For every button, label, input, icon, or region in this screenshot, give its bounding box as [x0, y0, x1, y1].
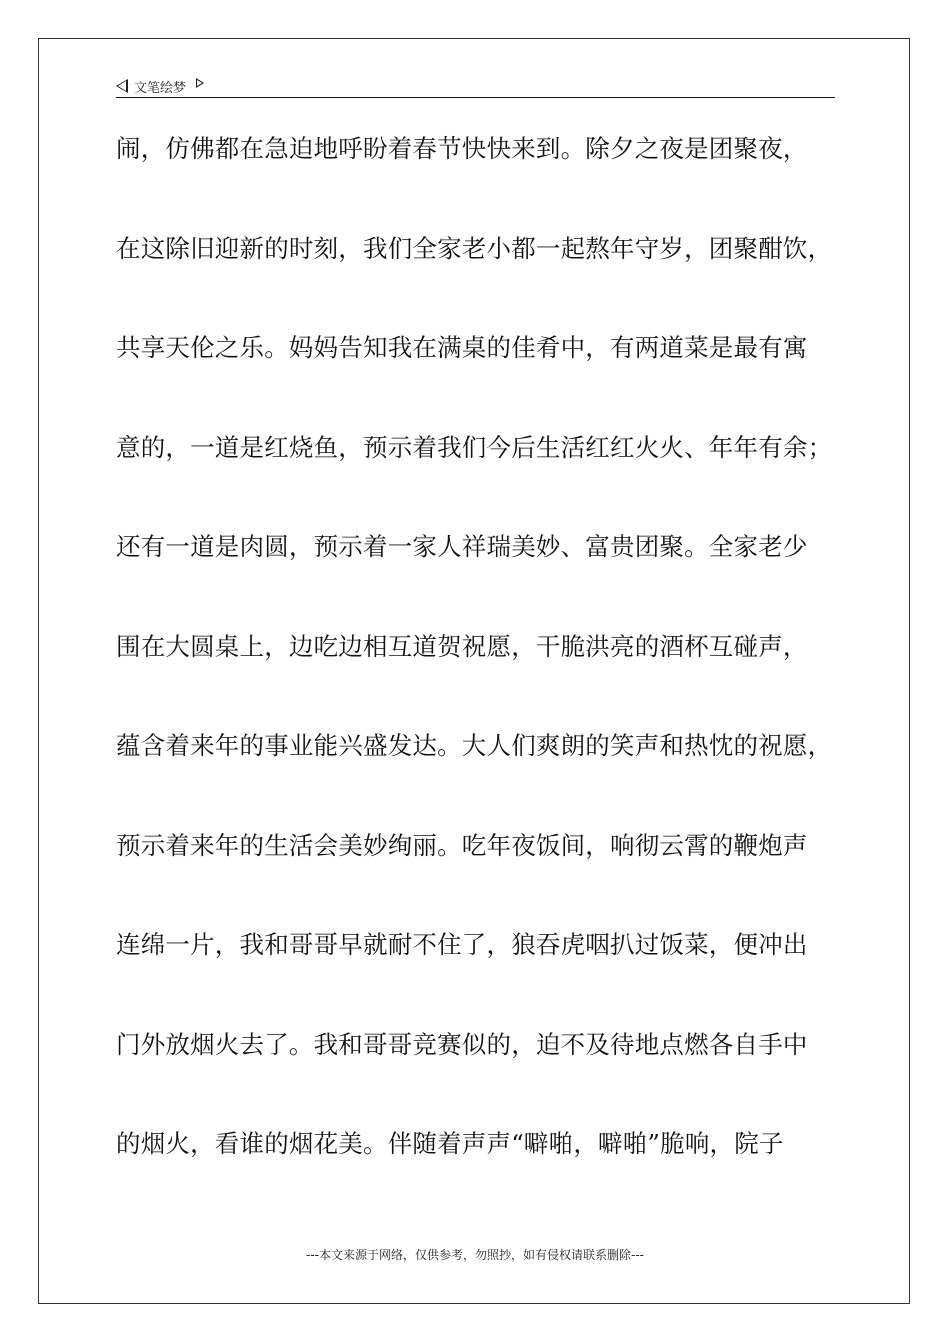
text-line: 在这除旧迎新的时刻，我们全家老小都一起熬年守岁，团聚酣饮，	[116, 233, 833, 263]
footer-notice: ---本文来源于网络，仅供参考，勿照抄，如有侵权请联系删除---	[306, 1248, 644, 1262]
text-line: 门外放烟火去了。我和哥哥竞赛似的，迫不及待地点燃各自手中	[116, 1029, 808, 1059]
header-divider	[116, 97, 835, 98]
text-line: 蕴含着来年的事业能兴盛发达。大人们爽朗的笑声和热忱的祝愿，	[116, 731, 833, 760]
page-header	[116, 74, 834, 98]
text-line: 围在大圆桌上，边吃边相互道贺祝愿，干脆洪亮的酒杯互碰声，	[116, 631, 808, 661]
triangle-right-icon	[196, 78, 204, 88]
text-line: 预示着来年的生活会美妙绚丽。吃年夜饭间，响彻云霄的鞭炮声	[116, 830, 808, 860]
text-line: 连绵一片，我和哥哥早就耐不住了，狼吞虎咽扒过饭菜，便冲出	[116, 930, 808, 959]
essay-body	[116, 128, 856, 1223]
text-line: 还有一道是肉圆，预示着一家人祥瑞美妙、富贵团聚。全家老少	[116, 532, 808, 561]
text-line: 共享天伦之乐。妈妈告知我在满桌的佳肴中，有两道菜是最有寓	[116, 333, 808, 362]
triangle-left-icon	[116, 79, 128, 93]
text-line: 意的，一道是红烧鱼，预示着我们今后生活红红火火、年年有余；	[116, 432, 833, 462]
text-line: 闹，仿佛都在急迫地呼盼着春节快快来到。除夕之夜是团聚夜，	[116, 134, 808, 163]
header-title: 文笔绘梦	[134, 80, 187, 96]
text-line: 的烟火，看谁的烟花美。伴随着声声“噼啪，噼啪”脆响，院子	[116, 1129, 784, 1158]
